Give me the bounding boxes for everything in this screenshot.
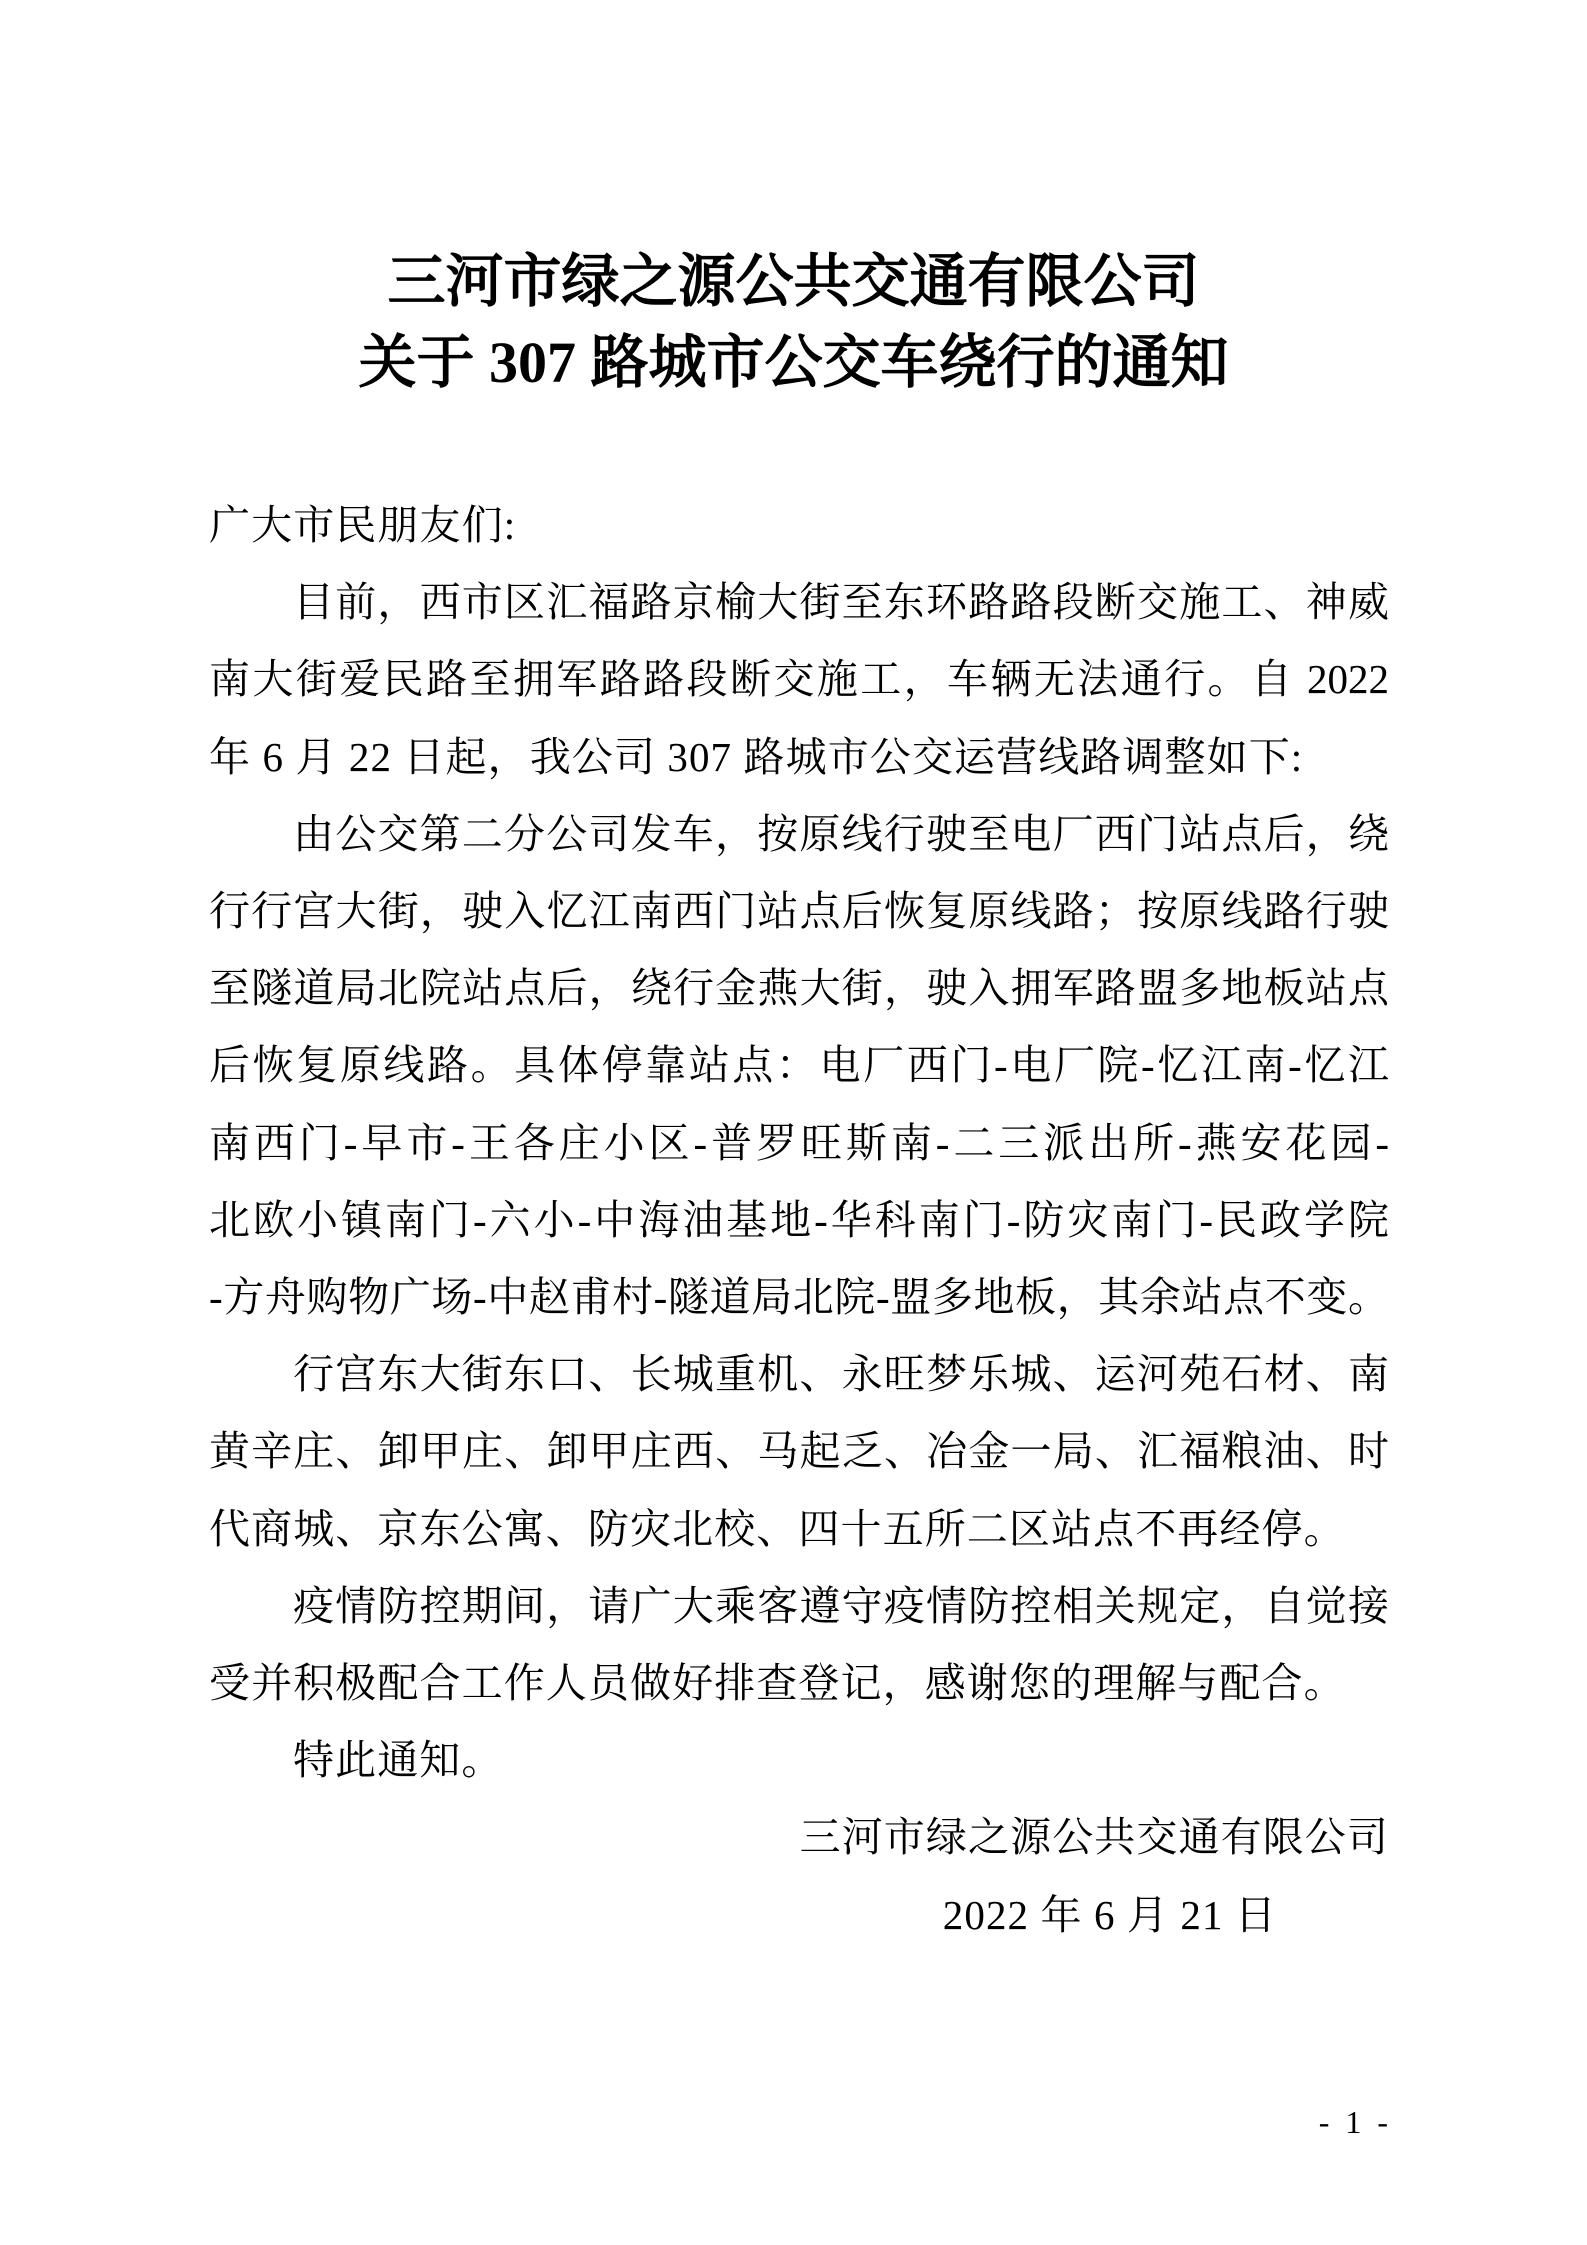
signature-date: 2022 年 6 月 21 日 — [942, 1891, 1277, 1938]
title-line-subject: 关于 307 路城市公交车绕行的通知 — [358, 330, 1229, 395]
paragraph-line: 受并积极配合工作人员做好排查登记，感谢您的理解与配合。 — [209, 1660, 1346, 1707]
paragraph-route-change — [209, 796, 1389, 1336]
paragraph-line: 至隧道局北院站点后，绕行金燕大街，驶入拥军路盟多地板站点 — [209, 965, 1389, 1012]
page-number: - 1 - — [1318, 2104, 1388, 2140]
paragraph-skipped-stops — [209, 1336, 1389, 1568]
paragraph-line: 目前，西市区汇福路京榆大街至东环路路段断交施工、神威 — [293, 579, 1389, 626]
paragraph-line: 北欧小镇南门-六小-中海油基地-华科南门-防灾南门-民政学院 — [209, 1196, 1389, 1243]
paragraph-line: 南西门-早市-王各庄小区-普罗旺斯南-二三派出所-燕安花园- — [209, 1119, 1389, 1166]
paragraph-road-closure — [209, 564, 1389, 796]
signature-organization: 三河市绿之源公共交通有限公司 — [799, 1814, 1389, 1861]
paragraph-line: -方舟购物广场-中赵甫村-隧道局北院-盟多地板，其余站点不变。 — [209, 1274, 1389, 1321]
paragraph-line: 后恢复原线路。具体停靠站点：电厂西门-电厂院-忆江南-忆江 — [209, 1042, 1389, 1089]
notice-body — [209, 487, 1389, 1954]
paragraph-epidemic-notice — [209, 1568, 1389, 1722]
paragraph-line: 行行宫大街，驶入忆江南西门站点后恢复原线路；按原线路行驶 — [209, 888, 1389, 935]
closing-remark: 特此通知。 — [293, 1737, 504, 1784]
paragraph-line: 由公交第二分公司发车，按原线行驶至电厂西门站点后，绕 — [293, 810, 1389, 857]
title-line-organization: 三河市绿之源公共交通有限公司 — [387, 249, 1200, 314]
paragraph-line: 代商城、京东公寓、防灾北校、四十五所二区站点不再经停。 — [209, 1505, 1346, 1552]
notice-title — [0, 241, 1587, 403]
salutation: 广大市民朋友们: — [209, 502, 517, 548]
paragraph-line: 行宫东大街东口、长城重机、永旺梦乐城、运河苑石材、南 — [293, 1351, 1389, 1398]
paragraph-line: 黄辛庄、卸甲庄、卸甲庄西、马起乏、冶金一局、汇福粮油、时 — [209, 1428, 1389, 1475]
paragraph-line: 疫情防控期间，请广大乘客遵守疫情防控相关规定，自觉接 — [293, 1582, 1389, 1629]
paragraph-line: 南大街爱民路至拥军路路段断交施工，车辆无法通行。自 2022 — [209, 656, 1389, 703]
paragraph-line: 年 6 月 22 日起，我公司 307 路城市公交运营线路调整如下: — [209, 733, 1304, 780]
